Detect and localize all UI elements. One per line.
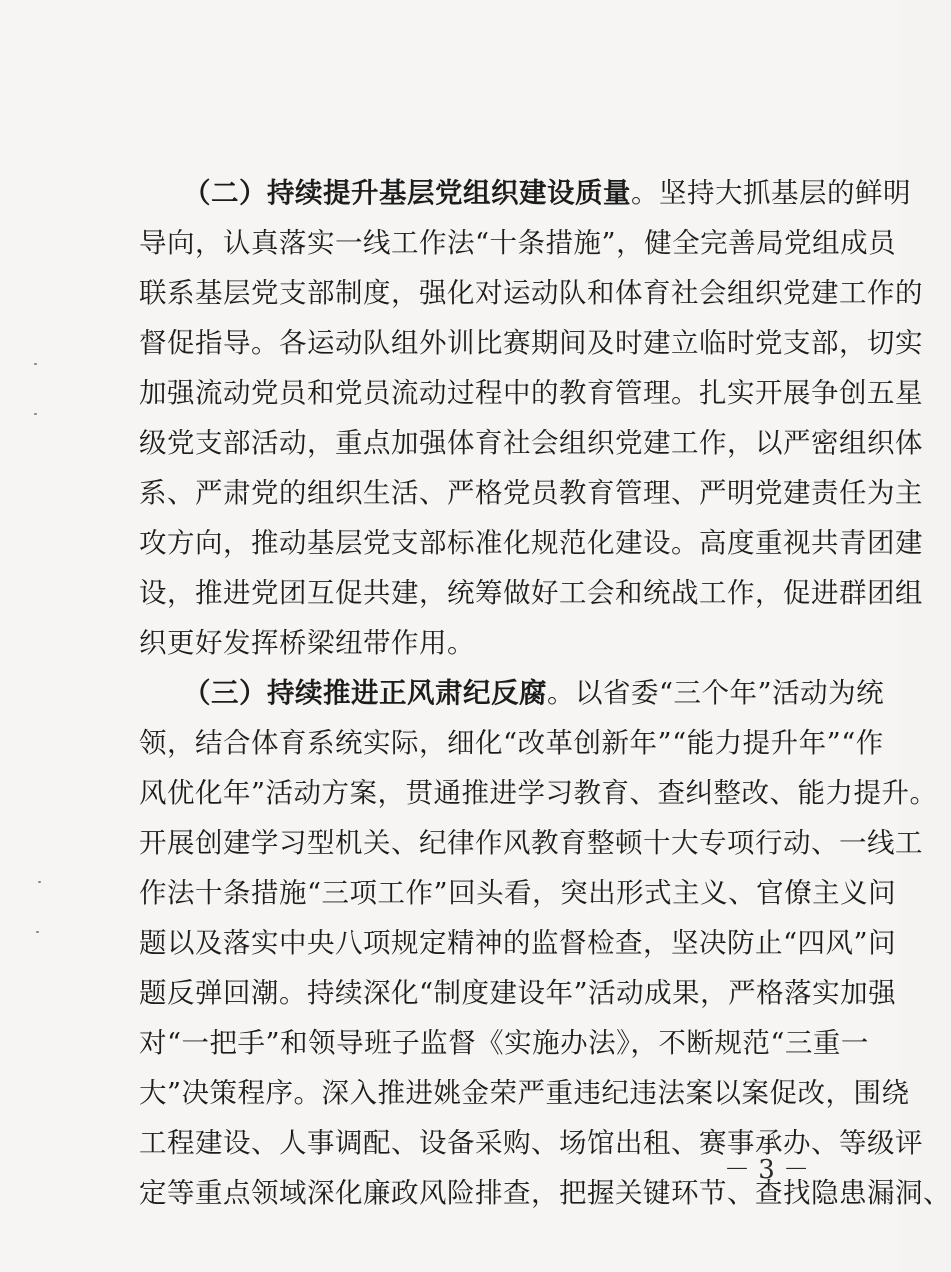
paragraph-2-line: 设，推进党团互促共建，统筹做好工会和统战工作，促进群团组 bbox=[139, 577, 923, 609]
paragraph-3-heading: （三）持续推进正风肃纪反腐 bbox=[183, 677, 547, 709]
paragraph-3-line: 风优化年”活动方案，贯通推进学习教育、查纠整改、能力提升。 bbox=[139, 777, 938, 809]
paragraph-3-line: 对“一把手”和领导班子监督《实施办法》，不断规范“三重一 bbox=[139, 1027, 869, 1059]
paragraph-2-line: 督促指导。各运动队组外训比赛期间及时建立临时党支部，切实 bbox=[139, 327, 923, 359]
paragraph-2-line-1 bbox=[183, 168, 911, 218]
paragraph-2-heading: （二）持续提升基层党组织建设质量 bbox=[183, 177, 631, 209]
paragraph-3-line: 作法十条措施“三项工作”回头看，突出形式主义、官僚主义问 bbox=[139, 877, 897, 909]
page-number: － 3 － bbox=[724, 1155, 810, 1185]
paragraph-2-line: 攻方向，推动基层党支部标准化规范化建设。高度重视共青团建 bbox=[139, 527, 923, 559]
paragraph-3-line: 题反弹回潮。持续深化“制度建设年”活动成果，严格落实加强 bbox=[139, 977, 897, 1009]
paragraph-2-line: 织更好发挥桥梁纽带作用。 bbox=[139, 627, 475, 659]
paragraph-2-line: 级党支部活动，重点加强体育社会组织党建工作，以严密组织体 bbox=[139, 427, 923, 459]
scan-speck bbox=[34, 363, 37, 365]
paragraph-3-line: 题以及落实中央八项规定精神的监督检查，坚决防止“四风”问 bbox=[139, 927, 897, 959]
paragraph-3-line: 定等重点领域深化廉政风险排查，把握关键环节、查找隐患漏洞、 bbox=[139, 1177, 951, 1209]
paragraph-3-line: 大”决策程序。深入推进姚金荣严重违纪违法案以案促改，围绕 bbox=[139, 1077, 910, 1109]
paragraph-2-line: 系、严肃党的组织生活、严格党员教育管理、严明党建责任为主 bbox=[139, 477, 923, 509]
paragraph-2-line: 加强流动党员和党员流动过程中的教育管理。扎实开展争创五星 bbox=[139, 377, 923, 409]
paragraph-2-line: 导向，认真落实一线工作法“十条措施”，健全完善局党组成员 bbox=[139, 227, 897, 259]
scan-speck bbox=[34, 413, 37, 415]
paragraph-3-line: 工程建设、人事调配、设备采购、场馆出租、赛事承办、等级评 bbox=[139, 1127, 923, 1159]
paragraph-2-first-line-rest: 。坚持大抓基层的鲜明 bbox=[631, 177, 911, 209]
paragraph-3-line: 领，结合体育系统实际，细化“改革创新年”“能力提升年”“作 bbox=[139, 727, 884, 759]
paragraph-3-line: 开展创建学习型机关、纪律作风教育整顿十大专项行动、一线工 bbox=[139, 827, 923, 859]
paragraph-2-line: 联系基层党支部制度，强化对运动队和体育社会组织党建工作的 bbox=[139, 277, 923, 309]
scan-speck bbox=[38, 881, 41, 883]
paragraph-3-line-1 bbox=[183, 668, 885, 718]
paragraph-3-first-line-rest: 。以省委“三个年”活动为统 bbox=[547, 677, 885, 709]
scan-speck bbox=[36, 931, 39, 933]
